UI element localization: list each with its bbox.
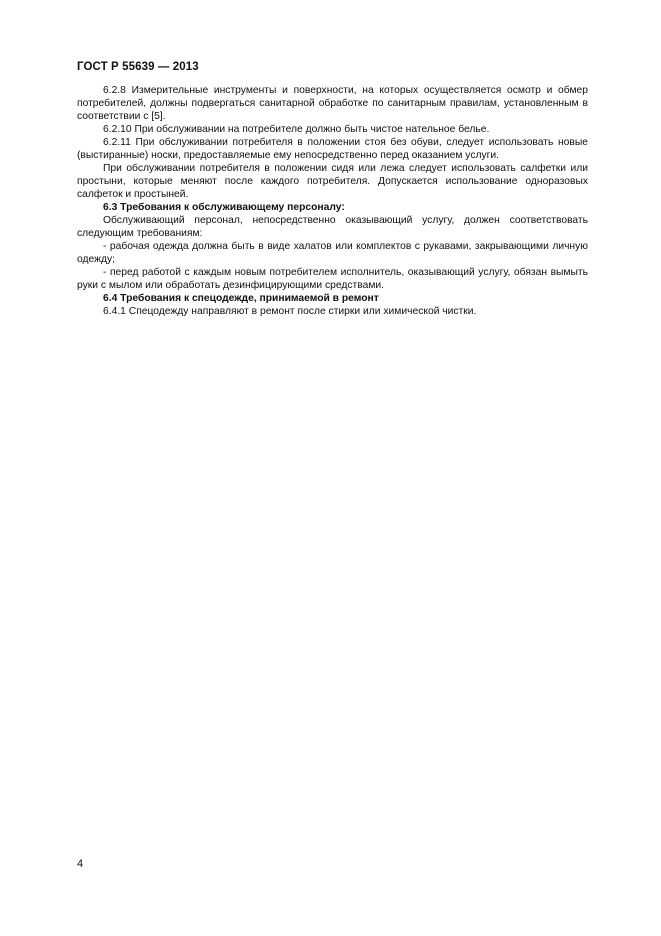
paragraph-lying-position: При обслуживании потребителя в положении сидя или лежа следует использовать салфетки или простыни, которые меняют после каждого потребителя. Допускается использование одноразовых салфеток и простыней.: [77, 163, 588, 200]
list-item-workwear: - рабочая одежда должна быть в виде халатов или комплектов с рукавами, закрывающими личную одежду;: [77, 241, 588, 265]
page-number: 4: [77, 858, 84, 870]
list-item-hand-washing: - перед работой с каждым новым потребителем исполнитель, оказывающий услугу, обязан вымыть руки с мылом или обработать дезинфицирующими средствами.: [77, 267, 588, 291]
paragraph-staff-requirements: Обслуживающий персонал, непосредственно оказывающий услугу, должен соответствовать следующим требованиям:: [77, 215, 588, 239]
paragraph-6-2-10: 6.2.10 При обслуживании на потребителе должно быть чистое нательное белье.: [103, 124, 490, 135]
document-header: ГОСТ Р 55639 — 2013: [77, 61, 199, 73]
document-body: [77, 84, 588, 318]
section-heading-6-3: 6.3 Требования к обслуживающему персоналу:: [103, 202, 345, 213]
paragraph-6-2-8: 6.2.8 Измерительные инструменты и поверхности, на которых осуществляется осмотр и обмер потребителей, должны подвергаться санитарной обработке по санитарным правилам, установленным в соответствии с [5].: [77, 85, 588, 122]
section-heading-6-4: 6.4 Требования к спецодежде, принимаемой в ремонт: [103, 293, 379, 304]
paragraph-6-2-11: 6.2.11 При обслуживании потребителя в положении стоя без обуви, следует использовать новые (выстиранные) носки, предоставляемые ему непосредственно перед оказанием услуги.: [77, 137, 588, 161]
paragraph-6-4-1: 6.4.1 Спецодежду направляют в ремонт после стирки или химической чистки.: [103, 306, 477, 317]
